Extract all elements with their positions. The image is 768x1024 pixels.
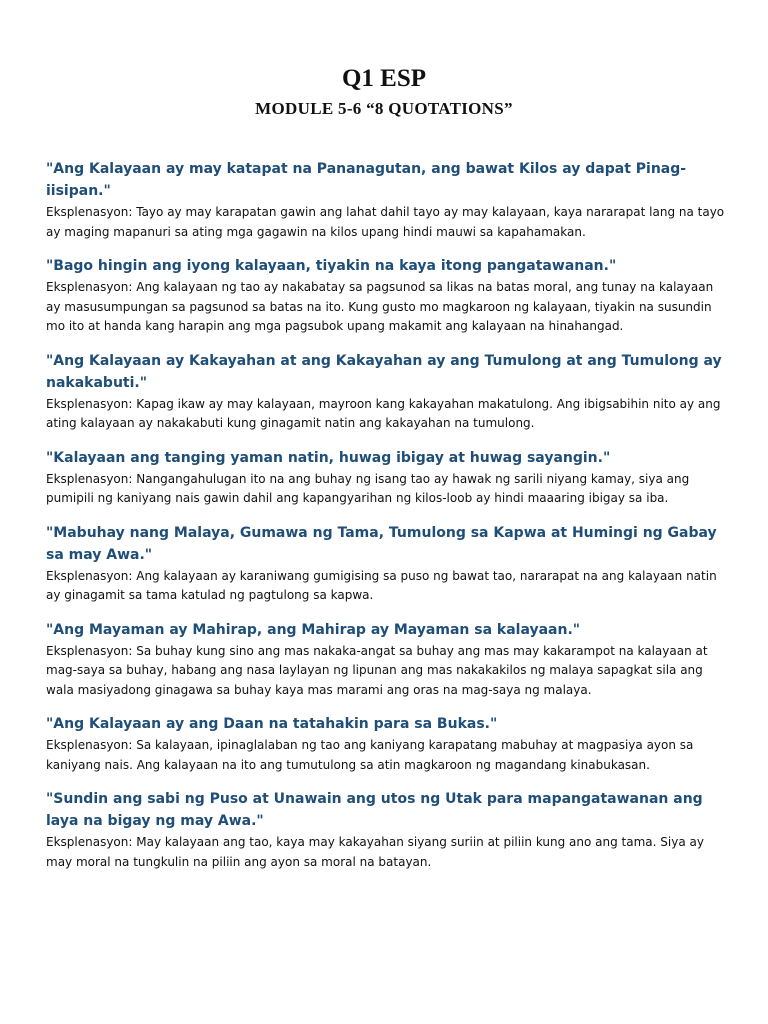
quotation-text: "Bago hingin ang iyong kalayaan, tiyakin na kaya itong pangatawanan." [46, 258, 617, 274]
document-header [0, 64, 768, 120]
quotation-text: "Kalayaan ang tanging yaman natin, huwag ibigay at huwag sayangin." [46, 449, 611, 466]
explanation-text: Eksplenasyon: Tayo ay may karapatan gawin ang lahat dahil tayo ay may kalayaan, kaya nararapat lang na tayo ay maging mapanuri sa ating mga gagawin na kilos upang hindi mauwi sa kapahamakan. [46, 205, 725, 239]
quotation-text: "Sundin ang sabi ng Puso at Unawain ang utos ng Utak para mapangatawanan ang laya na bigay ng may Awa." [46, 791, 703, 829]
quotation-entry [46, 350, 728, 434]
explanation-text: Eksplenasyon: May kalayaan ang tao, kaya may kakayahan siyang suriin at piliin kung ano ang tama. Siya ay may moral na tungkulin na piliin ang ayon sa moral na batayan. [46, 835, 704, 869]
explanation-text: Eksplenasyon: Ang kalayaan ay karaniwang gumigising sa puso ng bawat tao, nararapat na ang kalayaan natin ay ginagamit sa tama katulad ng pagtulong sa kapwa. [46, 568, 717, 602]
page-title: Q1 ESP [341, 65, 427, 92]
quotation-entry [46, 713, 728, 775]
explanation-text: Eksplenasyon: Sa buhay kung sino ang mas nakaka-angat sa buhay ang mas may kakarampot na kalayaan at mag-saya sa buhay, habang ang nasa laylayan ng lipunan ang mas nakakakilos ng malaya sapagkat sila ang wala masiyadong ginagawa sa buhay kaya mas marami ang oras na mag-saya ng malaya. [46, 643, 708, 697]
quotation-entry [46, 619, 728, 701]
quotation-text: "Ang Kalayaan ay may katapat na Pananagutan, ang bawat Kilos ay dapat Pinag-iisipan." [46, 161, 687, 199]
quotation-text: "Ang Kalayaan ay ang Daan na tatahakin para sa Bukas." [46, 716, 498, 732]
quotation-list [46, 158, 728, 885]
page-subtitle: MODULE 5-6 “8 QUOTATIONS” [255, 99, 513, 118]
explanation-text: Eksplenasyon: Ang kalayaan ng tao ay nakabatay sa pagsunod sa likas na batas moral, ang tunay na kalayaan ay masusumpungan sa pagsunod sa batas na ito. Kung gusto mo magkaroon ng kalayaan, tiyakin na susundin mo ito at handa kang harapin ang mga pagsubok upang makamit ang kalayaan na hinahangad. [46, 280, 714, 333]
explanation-text: Eksplenasyon: Sa kalayaan, ipinaglalaban ng tao ang kaniyang karapatang mabuhay at magpasiya ayon sa kaniyang nais. Ang kalayaan na ito ang tumutulong sa atin magkaroon ng magandang kinabukasan. [46, 738, 694, 772]
quotation-entry [46, 158, 728, 242]
quotation-entry [46, 522, 728, 606]
explanation-text: Eksplenasyon: Kapag ikaw ay may kalayaan, mayroon kang kakayahan makatulong. Ang ibigsabihin nito ay ang ating kalayaan ay nakakabuti kung ginagamit natin ang kakayahan na tumulong. [46, 396, 721, 430]
quotation-text: "Ang Mayaman ay Mahirap, ang Mahirap ay Mayaman sa kalayaan." [46, 621, 581, 638]
quotation-entry [46, 447, 728, 509]
quotation-text: "Ang Kalayaan ay Kakayahan at ang Kakayahan ay ang Tumulong at ang Tumulong ay nakakabuti." [46, 352, 722, 391]
quotation-text: "Mabuhay nang Malaya, Gumawa ng Tama, Tumulong sa Kapwa at Humingi ng Gabay sa may Awa." [46, 524, 717, 563]
explanation-text: Eksplenasyon: Nangangahulugan ito na ang buhay ng isang tao ay hawak ng sarili niyang kamay, siya ang pumipili ng kaniyang nais gawin dahil ang kapangyarihan ng kilos-loob ay hindi maaaring ibigay sa iba. [46, 471, 690, 505]
quotation-entry [46, 255, 728, 337]
quotation-entry [46, 788, 728, 872]
